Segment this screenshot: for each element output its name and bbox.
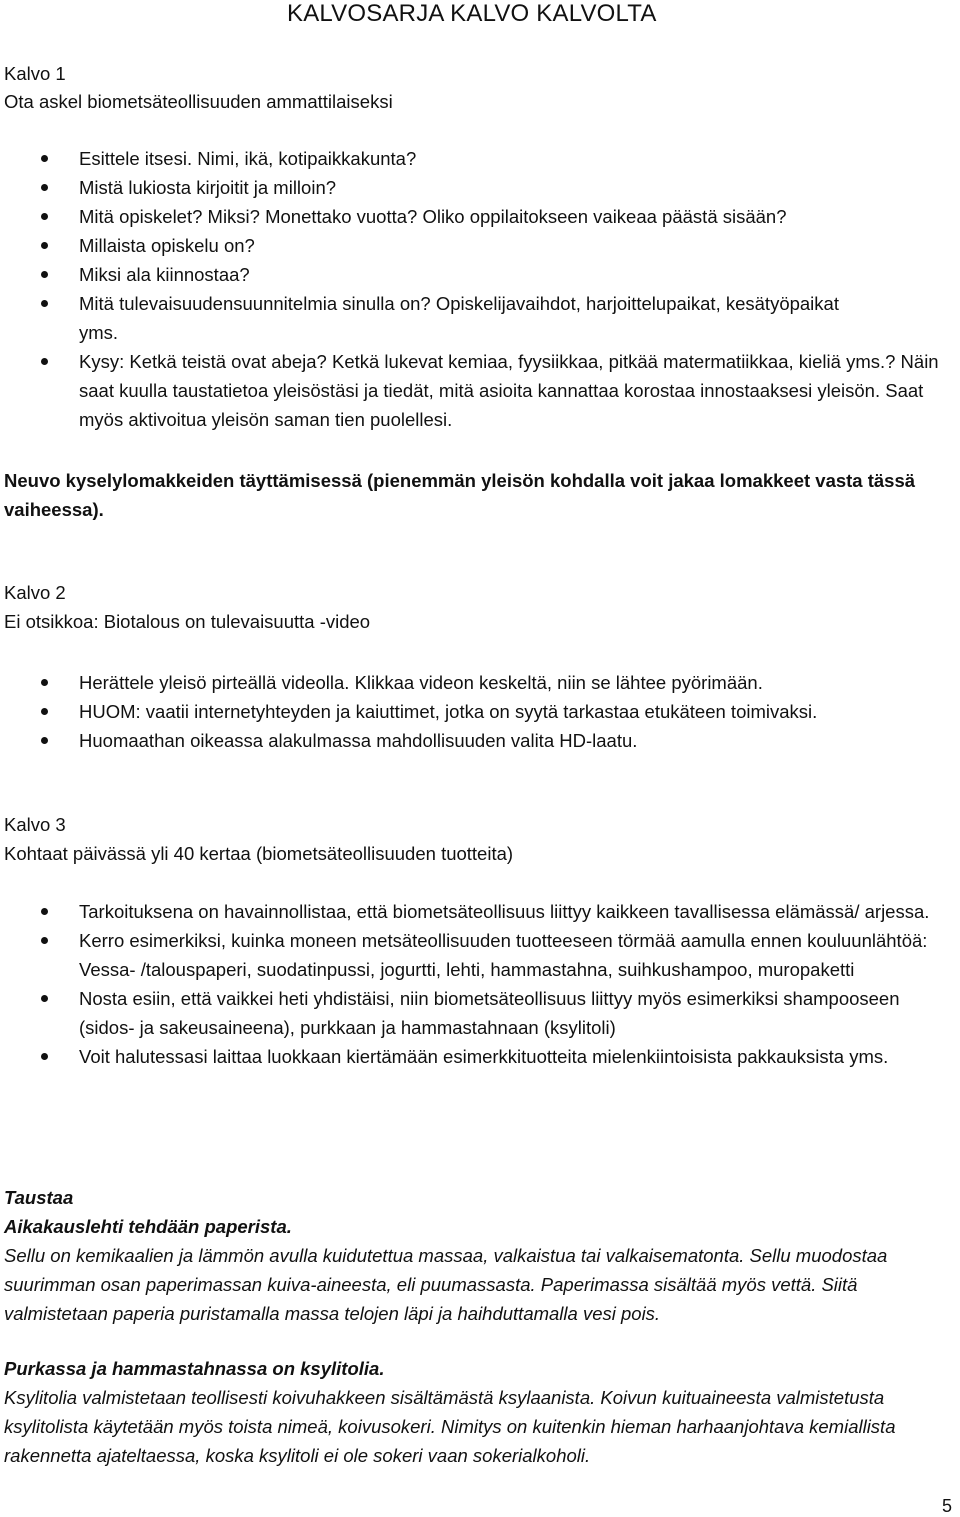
list-item: Herättele yleisö pirteällä videolla. Klikkaa videon keskeltä, niin se lähtee pyörimään. (0, 668, 949, 697)
list-item: Millaista opiskelu on? (0, 231, 949, 260)
kalvo2-subheading: Ei otsikkoa: Biotalous on tulevaisuutta -video (4, 611, 371, 632)
page-number: 5 (942, 1496, 953, 1516)
kalvo2-bullet-list (0, 668, 960, 755)
list-item: Kerro esimerkiksi, kuinka moneen metsäteollisuuden tuotteeseen törmää aamulla ennen kouluunlähtöä: Vessa- /talouspaperi, suodatinpussi, jogurtti, lehti, hammastahna, suihkushampoo, muropaketti (0, 926, 949, 984)
kalvo3-subheading: Kohtaat päivässä yli 40 kertaa (biometsäteollisuuden tuotteita) (4, 843, 514, 864)
list-item: Miksi ala kiinnostaa? (0, 260, 949, 289)
document-title: KALVOSARJA KALVO KALVOLTA (287, 0, 657, 27)
list-item: Huomaathan oikeassa alakulmassa mahdollisuuden valita HD-laatu. (0, 726, 949, 755)
paper-text: Sellu on kemikaalien ja lämmön avulla kuidutettua massaa, valkaistua tai valkaisematonta. Sellu muodostaa suurimman osan paperimassan kuiva-aineesta, eli puumassasta. Paperimassa sisältää myös vettä. Siitä valmistetaan paperia puristamalla massa telojen läpi ja haihduttamalla vesi pois. (4, 1245, 888, 1324)
list-item: Mistä lukiosta kirjoitit ja milloin? (0, 173, 949, 202)
list-item: Mitä opiskelet? Miksi? Monettako vuotta? Oliko oppilaitokseen vaikeaa päästä sisään? (0, 202, 949, 231)
kalvo3-bullet-list (0, 897, 960, 1071)
kalvo2-heading: Kalvo 2 (4, 582, 66, 603)
paper-heading: Aikakauslehti tehdään paperista. (4, 1216, 292, 1237)
xylitol-heading: Purkassa ja hammastahnassa on ksylitolia. (4, 1358, 385, 1379)
list-item: HUOM: vaatii internetyhteyden ja kaiuttimet, jotka on syytä tarkastaa etukäteen toimivaksi. (0, 697, 949, 726)
kalvo1-heading: Kalvo 1 (4, 63, 66, 84)
list-item: Voit halutessasi laittaa luokkaan kiertämään esimerkkituotteita mielenkiintoisista pakkauksista yms. (0, 1042, 949, 1071)
taustaa-heading: Taustaa (4, 1187, 74, 1208)
list-item: Mitä tulevaisuudensuunnitelmia sinulla on? Opiskelijavaihdot, harjoittelupaikat, kesätyöpaikat yms. (0, 289, 839, 347)
xylitol-text: Ksylitolia valmistetaan teollisesti koivuhakkeen sisältämästä ksylaanista. Koivun kuituaineesta valmistetusta ksylitolista käytetään myös toista nimeä, koivusokeri. Nimitys on kuitenkin hieman harhaanjohtava kemiallista rakennetta ajateltaessa, koska ksylitoli ei ole sokeri vaan sokerialkoholi. (4, 1387, 896, 1466)
kalvo1-bullet-list (0, 144, 960, 434)
kalvo3-heading: Kalvo 3 (4, 814, 66, 835)
list-item: Kysy: Ketkä teistä ovat abeja? Ketkä lukevat kemiaa, fyysiikkaa, pitkää matermatiikkaa, kieliä yms.? Näin saat kuulla taustatietoa yleisöstäsi ja tiedät, mitä asioita kannattaa korostaa innostaaksesi yleisön. Saat myös aktivoitua yleisön saman tien puolellesi. (0, 347, 949, 434)
list-item: Tarkoituksena on havainnollistaa, että biometsäteollisuus liittyy kaikkeen tavallisessa elämässä/ arjessa. (0, 897, 949, 926)
kalvo1-note: Neuvo kyselylomakkeiden täyttämisessä (pienemmän yleisön kohdalla voit jakaa lomakkeet vasta tässä vaiheessa). (4, 470, 916, 520)
list-item: Nosta esiin, että vaikkei heti yhdistäisi, niin biometsäteollisuus liittyy myös esimerkiksi shampooseen (sidos- ja sakeusaineena), purkkaan ja hammastahnaan (ksylitoli) (0, 984, 949, 1042)
kalvo1-subheading: Ota askel biometsäteollisuuden ammattilaiseksi (4, 91, 393, 112)
list-item: Esittele itsesi. Nimi, ikä, kotipaikkakunta? (0, 144, 949, 173)
